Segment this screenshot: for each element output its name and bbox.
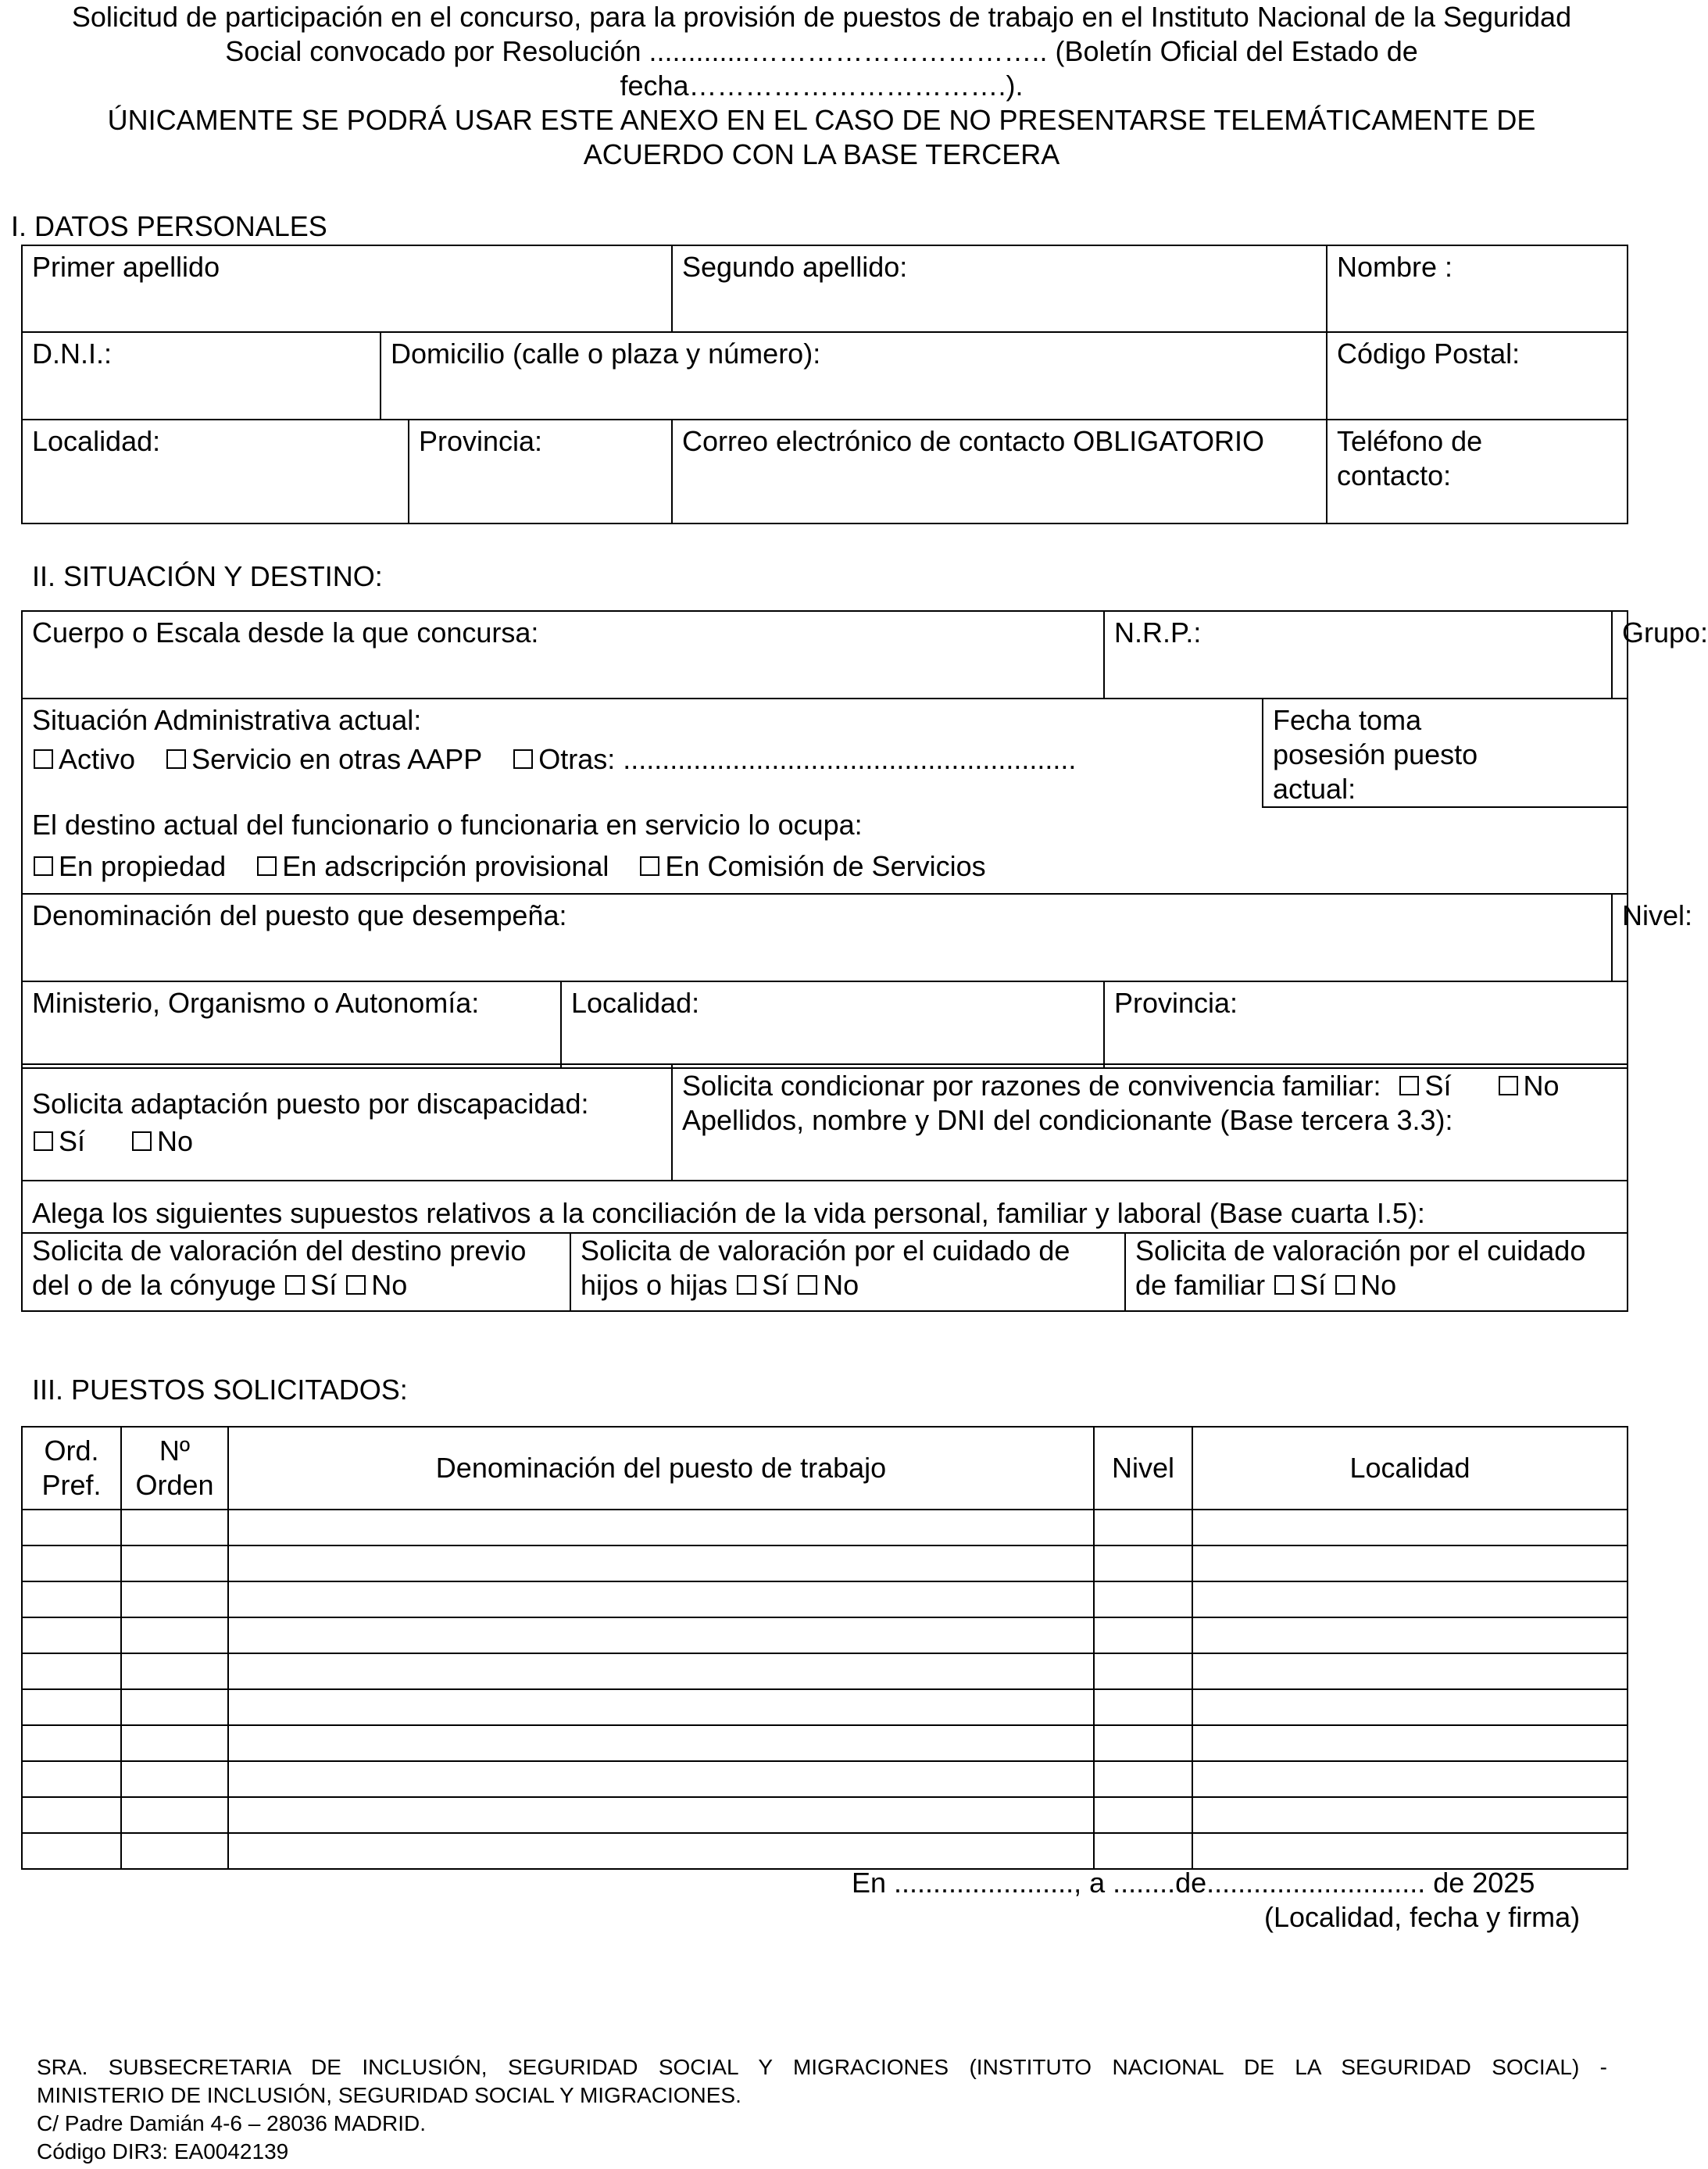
header-line-3: fecha…………………………….). xyxy=(620,70,1024,102)
signature-line: En ......................., a ........de............................ de 2025 xyxy=(852,1867,1535,1899)
section-personal-title: I. DATOS PERSONALES xyxy=(11,210,327,242)
footer-dir3: Código DIR3: EA0042139 xyxy=(37,2139,289,2164)
table-cell[interactable] xyxy=(121,1725,228,1761)
valoracion-familiar-field xyxy=(1125,1233,1628,1311)
val3-si-checkbox[interactable] xyxy=(1274,1275,1294,1295)
nivel-field[interactable] xyxy=(1612,894,1693,981)
table-cell[interactable] xyxy=(1094,1581,1192,1617)
val2-no-label: No xyxy=(823,1269,859,1301)
codigo-postal-label: Código Postal: xyxy=(1337,338,1520,370)
localidad-destino-field[interactable] xyxy=(561,981,1104,1068)
fecha-label-3: actual: xyxy=(1273,773,1356,805)
header-line-2: Social convocado por Resolución .............………………………….. (Boletín Oficial del Estado de xyxy=(225,35,1418,67)
provincia-destino-field[interactable] xyxy=(1104,981,1628,1068)
table-cell[interactable] xyxy=(121,1653,228,1689)
section-positions-title: III. PUESTOS SOLICITADOS: xyxy=(32,1374,408,1406)
valoracion-conyuge-field xyxy=(22,1233,570,1311)
adaptation-table xyxy=(21,1063,1628,1181)
primer-apellido-field[interactable] xyxy=(22,245,672,332)
personal-data-table xyxy=(21,245,1628,524)
alega-row xyxy=(22,1181,1628,1233)
table-cell[interactable] xyxy=(1192,1761,1628,1797)
ministerio-field[interactable] xyxy=(22,981,561,1068)
table-row xyxy=(22,1833,1628,1869)
localidad-destino-label: Localidad: xyxy=(571,987,700,1019)
col-ord-line-2: Pref. xyxy=(41,1469,102,1501)
destino-field xyxy=(22,807,1628,894)
table-row xyxy=(22,1725,1628,1761)
condicionar-si-checkbox[interactable] xyxy=(1399,1076,1419,1095)
adscripcion-checkbox[interactable] xyxy=(257,856,277,876)
val2-si-label: Sí xyxy=(762,1269,789,1301)
table-cell[interactable] xyxy=(228,1510,1094,1545)
dni-label: D.N.I.: xyxy=(32,338,113,370)
table-cell[interactable] xyxy=(1094,1833,1192,1869)
table-cell[interactable] xyxy=(1094,1653,1192,1689)
table-cell[interactable] xyxy=(228,1581,1094,1617)
dni-field[interactable] xyxy=(22,332,381,420)
nombre-label: Nombre : xyxy=(1337,251,1453,283)
val3-no-label: No xyxy=(1360,1269,1397,1301)
activo-label: Activo xyxy=(59,743,136,775)
table-cell[interactable] xyxy=(1192,1689,1628,1725)
table-cell[interactable] xyxy=(22,1725,121,1761)
table-cell[interactable] xyxy=(1094,1545,1192,1581)
domicilio-label: Domicilio (calle o plaza y número): xyxy=(391,338,821,370)
table-cell[interactable] xyxy=(22,1510,121,1545)
servicio-checkbox[interactable] xyxy=(166,749,186,769)
nombre-field[interactable] xyxy=(1327,245,1628,332)
alega-label: Alega los siguientes supuestos relativos a la conciliación de la vida personal, familiar y laboral (Base cuarta I.5): xyxy=(32,1197,1425,1229)
comision-checkbox[interactable] xyxy=(640,856,659,876)
footer-line-1: SRA. SUBSECRETARIA DE INCLUSIÓN, SEGURIDAD SOCIAL Y MIGRACIONES (INSTITUTO NACIONAL DE LA SEGURIDAD SOCIAL) - xyxy=(37,2055,1607,2079)
table-cell[interactable] xyxy=(121,1617,228,1653)
table-cell[interactable] xyxy=(22,1761,121,1797)
footer-line-2: MINISTERIO DE INCLUSIÓN, SEGURIDAD SOCIAL Y MIGRACIONES. xyxy=(37,2083,741,2107)
table-cell[interactable] xyxy=(121,1510,228,1545)
telefono-label-1: Teléfono de xyxy=(1337,425,1483,457)
section-situation-title: II. SITUACIÓN Y DESTINO: xyxy=(32,560,383,592)
comision-label: En Comisión de Servicios xyxy=(665,850,986,882)
signature-caption: (Localidad, fecha y firma) xyxy=(1264,1901,1581,1933)
table-cell[interactable] xyxy=(1094,1725,1192,1761)
val3-si-label: Sí xyxy=(1299,1269,1327,1301)
table-cell[interactable] xyxy=(1192,1510,1628,1545)
table-cell[interactable] xyxy=(228,1689,1094,1725)
footer-address: C/ Padre Damián 4-6 – 28036 MADRID. xyxy=(37,2111,426,2135)
table-cell[interactable] xyxy=(1094,1689,1192,1725)
otras-label: Otras: .......................................................... xyxy=(538,743,1077,775)
adscripcion-label: En adscripción provisional xyxy=(282,850,609,882)
table-cell[interactable] xyxy=(228,1653,1094,1689)
primer-apellido-label: Primer apellido xyxy=(32,251,220,283)
val2-no-checkbox[interactable] xyxy=(798,1275,817,1295)
table-cell[interactable] xyxy=(121,1797,228,1833)
col-num-header xyxy=(121,1427,228,1510)
val1-label-a: Solicita de valoración del destino previo xyxy=(32,1235,527,1267)
table-cell[interactable] xyxy=(1094,1761,1192,1797)
activo-checkbox[interactable] xyxy=(34,749,53,769)
table-cell[interactable] xyxy=(228,1725,1094,1761)
adaptacion-field xyxy=(22,1064,672,1181)
segundo-apellido-label: Segundo apellido: xyxy=(682,251,908,283)
valoracion-hijos-field xyxy=(570,1233,1125,1311)
condicionar-no-checkbox[interactable] xyxy=(1499,1076,1518,1095)
table-cell[interactable] xyxy=(228,1761,1094,1797)
col-ord-line-1: Ord. xyxy=(44,1435,99,1467)
grupo-label: Grupo: xyxy=(1622,616,1708,649)
codigo-postal-field[interactable] xyxy=(1327,332,1628,420)
val1-no-checkbox[interactable] xyxy=(346,1275,366,1295)
val2-label-b: hijos o hijas xyxy=(581,1269,728,1301)
provincia-destino-label: Provincia: xyxy=(1114,987,1238,1019)
destino-label: El destino actual del funcionario o funcionaria en servicio lo ocupa: xyxy=(32,809,863,841)
table-cell[interactable] xyxy=(1192,1617,1628,1653)
nrp-field[interactable] xyxy=(1104,611,1612,699)
table-cell[interactable] xyxy=(121,1833,228,1869)
table-cell[interactable] xyxy=(1094,1797,1192,1833)
provincia-field[interactable] xyxy=(409,420,672,523)
telefono-field[interactable] xyxy=(1327,420,1628,523)
val1-si-checkbox[interactable] xyxy=(285,1275,305,1295)
condicionar-label: Solicita condicionar por razones de convivencia familiar: xyxy=(682,1070,1381,1102)
val1-no-label: No xyxy=(371,1269,408,1301)
fecha-label-2: posesión puesto xyxy=(1273,738,1478,770)
localidad-field[interactable] xyxy=(22,420,409,523)
table-cell[interactable] xyxy=(1192,1653,1628,1689)
table-cell[interactable] xyxy=(121,1689,228,1725)
propiedad-label: En propiedad xyxy=(59,850,227,882)
table-cell[interactable] xyxy=(228,1545,1094,1581)
table-cell[interactable] xyxy=(22,1833,121,1869)
propiedad-checkbox[interactable] xyxy=(34,856,53,876)
table-cell[interactable] xyxy=(22,1617,121,1653)
domicilio-field[interactable] xyxy=(381,332,1327,420)
val1-label-b: del o de la cónyuge xyxy=(32,1269,277,1301)
condicionar-field xyxy=(672,1064,1628,1181)
col-nivel-header: Nivel xyxy=(1094,1427,1192,1510)
conciliacion-table xyxy=(21,1180,1628,1312)
adaptacion-si-checkbox[interactable] xyxy=(34,1131,53,1151)
cuerpo-field[interactable] xyxy=(22,611,1104,699)
header-line-1: Solicitud de participación en el concurso, para la provisión de puestos de trabajo en el Instituto Nacional de la Seguridad xyxy=(71,1,1572,33)
header-line-4: ÚNICAMENTE SE PODRÁ USAR ESTE ANEXO EN EL CASO DE NO PRESENTARSE TELEMÁTICAMENTE DE xyxy=(107,104,1536,136)
segundo-apellido-field[interactable] xyxy=(672,245,1327,332)
val3-label-a: Solicita de valoración por el cuidado xyxy=(1135,1235,1586,1267)
table-cell[interactable] xyxy=(22,1545,121,1581)
table-row xyxy=(22,1797,1628,1833)
table-row xyxy=(22,1510,1628,1545)
table-row xyxy=(22,1617,1628,1653)
col-den-header: Denominación del puesto de trabajo xyxy=(228,1427,1094,1510)
adaptacion-no-checkbox[interactable] xyxy=(132,1131,152,1151)
ministerio-label: Ministerio, Organismo o Autonomía: xyxy=(32,987,480,1019)
adaptacion-no-label: No xyxy=(157,1124,194,1157)
val3-label-b: de familiar xyxy=(1135,1269,1266,1301)
table-cell[interactable] xyxy=(1192,1725,1628,1761)
adaptacion-si-label: Sí xyxy=(59,1124,86,1157)
table-cell[interactable] xyxy=(1192,1797,1628,1833)
table-cell[interactable] xyxy=(22,1797,121,1833)
val2-label-a: Solicita de valoración por el cuidado de xyxy=(581,1235,1070,1267)
condicionar-no-label: No xyxy=(1523,1070,1560,1102)
servicio-label: Servicio en otras AAPP xyxy=(191,743,483,775)
table-row xyxy=(22,1653,1628,1689)
table-cell[interactable] xyxy=(121,1545,228,1581)
provincia-label: Provincia: xyxy=(419,425,543,457)
table-cell[interactable] xyxy=(22,1653,121,1689)
val1-si-label: Sí xyxy=(310,1269,338,1301)
nrp-label: N.R.P.: xyxy=(1114,616,1202,649)
table-row xyxy=(22,1581,1628,1617)
table-cell[interactable] xyxy=(22,1581,121,1617)
table-cell[interactable] xyxy=(1094,1510,1192,1545)
col-ord-header xyxy=(22,1427,121,1510)
condicionante-label: Apellidos, nombre y DNI del condicionante (Base tercera 3.3): xyxy=(682,1104,1453,1136)
table-row xyxy=(22,1545,1628,1581)
table-cell[interactable] xyxy=(1192,1833,1628,1869)
situation-table xyxy=(21,610,1708,1069)
val2-si-checkbox[interactable] xyxy=(737,1275,756,1295)
positions-header-row xyxy=(22,1427,1628,1510)
col-num-line-2: Orden xyxy=(135,1469,214,1501)
adaptacion-label: Solicita adaptación puesto por discapacidad: xyxy=(32,1087,589,1120)
telefono-label-2: contacto: xyxy=(1337,459,1452,491)
table-cell[interactable] xyxy=(121,1761,228,1797)
localidad-label: Localidad: xyxy=(32,425,161,457)
situacion-label: Situación Administrativa actual: xyxy=(32,704,422,736)
table-cell[interactable] xyxy=(228,1617,1094,1653)
table-row xyxy=(22,1761,1628,1797)
col-num-line-1: Nº xyxy=(159,1435,191,1467)
otras-checkbox[interactable] xyxy=(513,749,533,769)
table-cell[interactable] xyxy=(228,1797,1094,1833)
correo-field[interactable] xyxy=(672,420,1327,523)
fecha-toma-field[interactable] xyxy=(1263,699,1628,807)
denominacion-label: Denominación del puesto que desempeña: xyxy=(32,899,567,931)
header-line-5: ACUERDO CON LA BASE TERCERA xyxy=(583,138,1060,170)
positions-table xyxy=(21,1426,1628,1870)
cuerpo-label: Cuerpo o Escala desde la que concursa: xyxy=(32,616,539,649)
grupo-field[interactable] xyxy=(1612,611,1708,699)
table-cell[interactable] xyxy=(121,1581,228,1617)
col-loc-header: Localidad xyxy=(1192,1427,1628,1510)
val3-no-checkbox[interactable] xyxy=(1335,1275,1355,1295)
table-cell[interactable] xyxy=(228,1833,1094,1869)
table-cell[interactable] xyxy=(1192,1581,1628,1617)
table-row xyxy=(22,1689,1628,1725)
condicionar-si-label: Sí xyxy=(1424,1070,1452,1102)
correo-label: Correo electrónico de contacto OBLIGATORIO xyxy=(682,425,1264,457)
situacion-field xyxy=(22,699,1263,807)
fecha-label-1: Fecha toma xyxy=(1273,704,1422,736)
table-cell[interactable] xyxy=(22,1689,121,1725)
table-cell[interactable] xyxy=(1094,1617,1192,1653)
nivel-label: Nivel: xyxy=(1622,899,1693,931)
table-cell[interactable] xyxy=(1192,1545,1628,1581)
denominacion-field[interactable] xyxy=(22,894,1612,981)
